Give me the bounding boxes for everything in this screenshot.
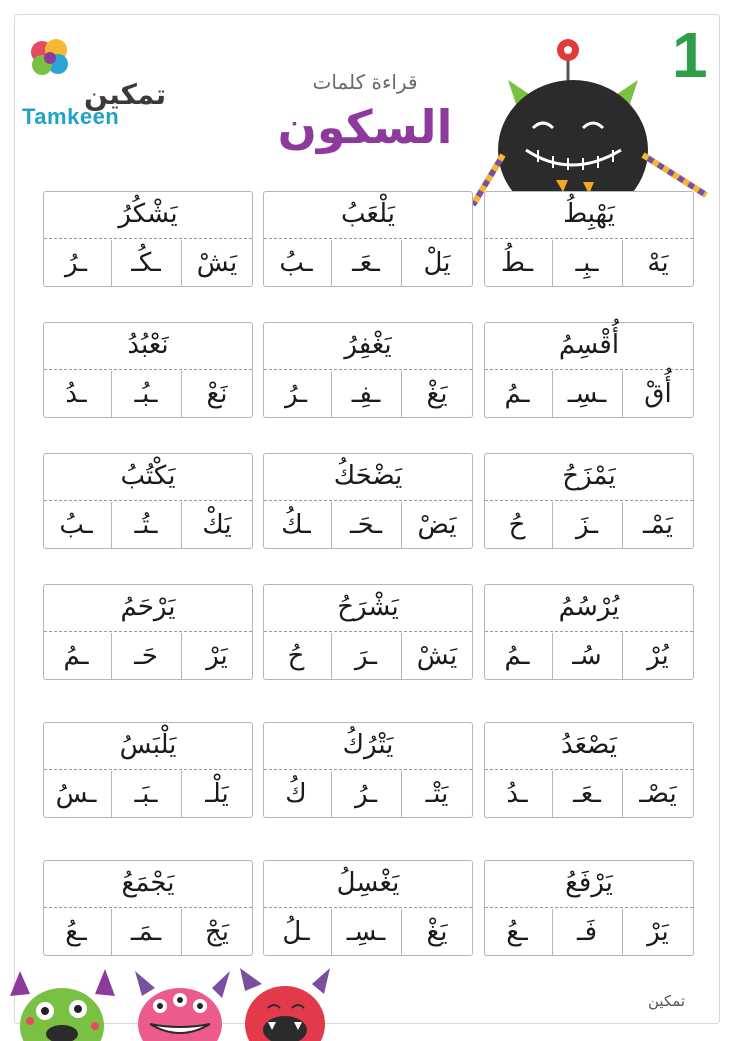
card-word: يَرْفَعُ [565,868,613,898]
card-syllable: ـرُ [41,240,112,286]
card-syllable: ـبُ [261,240,332,286]
word-card [43,322,253,418]
word-card [263,722,473,818]
word-card [43,722,253,818]
card-word: يَتْرُكُ [342,730,394,760]
card-syllable: ـبِـ [552,240,623,286]
card-syllable: ـعَـ [552,771,623,817]
card-syllable: يَتْـ [425,779,449,809]
card-word: يَشْرَحُ [337,592,399,622]
word-card [43,453,253,549]
card-divider [485,238,693,239]
card-syllable: ـزَ [552,502,623,548]
card-syllable: ـمُ [482,371,553,417]
bottom-monsters [0,966,330,1041]
card-syllable: ـسِـ [552,371,623,417]
card-word: يَلْعَبُ [341,199,395,229]
card-divider [44,907,252,908]
card-word: يَهْبِطُ [563,199,615,229]
card-syllable: أُقْ [644,379,672,409]
card-divider [44,238,252,239]
card-syllable: ـرُ [331,771,402,817]
card-syllable: ـحَـ [331,502,402,548]
card-syllable: ـعُ [41,909,112,955]
word-card [484,584,694,680]
card-divider [485,369,693,370]
card-syllable: يَشْ [416,641,458,671]
word-card [263,453,473,549]
card-syllable: يُرْ [647,641,669,671]
card-word: يَمْزَحُ [562,461,616,491]
card-syllable: سُـ [552,633,623,679]
green-monster-icon [10,969,115,1041]
red-monster-icon [240,968,330,1041]
card-word: يَغْسِلُ [336,868,400,898]
word-card [263,191,473,287]
card-word: يَكْتُبُ [120,461,176,491]
card-syllable: ـكُ [261,502,332,548]
card-word: يَجْمَعُ [121,868,175,898]
card-divider [44,500,252,501]
card-word: يُرْسُمُ [558,592,620,622]
card-syllable: يَغْ [426,379,448,409]
card-divider [44,769,252,770]
card-syllable: نَعْ [206,379,228,409]
page-subtitle: قراءة كلمات [312,70,418,94]
card-divider [264,238,472,239]
card-syllable: كُ [261,771,332,817]
word-card [43,584,253,680]
page-number: 1 [672,19,708,91]
card-syllable: ـطُ [482,240,553,286]
card-divider [485,907,693,908]
card-syllable: ـرُ [261,371,332,417]
card-word: يَلْبَسُ [119,730,177,760]
card-syllable: ـتُـ [111,502,182,548]
logo-english-text: Tamkeen [22,104,120,129]
card-divider [44,631,252,632]
card-syllable: ـسِـ [331,909,402,955]
card-syllable: ـمُ [41,633,112,679]
card-syllable: ـعَـ [331,240,402,286]
word-card [263,860,473,956]
card-syllable: يَصْـ [639,779,677,809]
card-syllable: ـبُـ [111,371,182,417]
word-card [484,722,694,818]
word-card [43,860,253,956]
word-card [43,191,253,287]
card-syllable: حُ [261,633,332,679]
card-syllable: ـسُ [41,771,112,817]
card-divider [264,769,472,770]
card-syllable: يَهْ [647,248,669,278]
card-divider [264,369,472,370]
card-syllable: ـدُ [41,371,112,417]
card-syllable: ـمُ [482,633,553,679]
card-syllable: يَضْ [417,510,457,540]
card-divider [264,631,472,632]
card-divider [44,369,252,370]
card-word: يَشْكُرُ [118,199,178,229]
card-syllable: ـرَ [331,633,402,679]
card-syllable: يَكْ [202,510,232,540]
card-syllable: ـدُ [482,771,553,817]
card-syllable: حُ [482,502,553,548]
card-word: يَغْفِرُ [344,330,392,360]
card-word: يَرْحَمُ [120,592,176,622]
card-syllable: ـكُـ [111,240,182,286]
card-syllable: يَرْ [206,641,228,671]
card-syllable: يَغْ [426,917,448,947]
page-title: السكون [277,100,453,154]
card-syllable: يَلْ [423,248,451,278]
card-syllable: فَـ [552,909,623,955]
card-word: نَعْبُدُ [127,330,169,360]
card-syllable: ـلُ [261,909,332,955]
card-syllable: ـمَـ [111,909,182,955]
logo-arabic-text: تمكين [84,78,167,111]
card-syllable: حَـ [111,633,182,679]
word-card [484,860,694,956]
card-syllable: ـفِـ [331,371,402,417]
word-card [484,322,694,418]
card-divider [485,769,693,770]
card-syllable: ـبَـ [111,771,182,817]
word-card [484,191,694,287]
card-divider [485,631,693,632]
card-syllable: ـعُ [482,909,553,955]
pink-monster-icon [135,971,230,1041]
card-word: يَصْعَدُ [561,730,617,760]
monster-top-icon [468,30,713,210]
tamkeen-logo [22,34,167,129]
word-card [484,453,694,549]
footer-brand: تمكين [648,992,686,1010]
card-syllable: يَجْ [204,917,230,947]
card-syllable: يَلْـ [205,779,229,809]
card-divider [264,500,472,501]
card-divider [485,500,693,501]
card-syllable: يَشْ [196,248,238,278]
card-syllable: يَرْ [647,917,669,947]
card-word: يَضْحَكُ [333,461,403,491]
card-divider [264,907,472,908]
brain-logo-icon [28,38,72,78]
word-card [263,584,473,680]
card-syllable: يَمْـ [643,510,673,540]
card-word: أُقْسِمُ [558,330,620,360]
word-card [263,322,473,418]
card-syllable: ـبُ [41,502,112,548]
